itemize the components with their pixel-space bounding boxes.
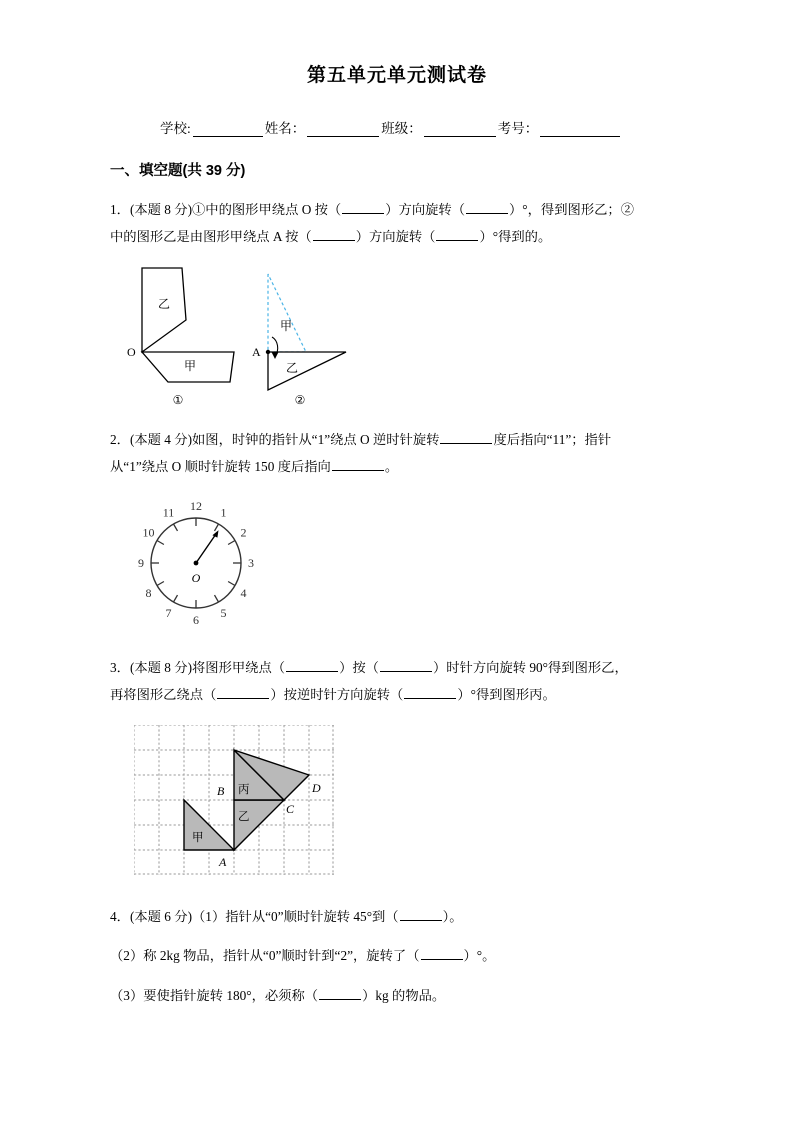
question-1-text-c: ）°，得到图形乙；② — [509, 202, 635, 217]
question-1-text-a: ①中的图形甲绕点 O 按（ — [192, 202, 342, 217]
question-4-sub1-text: （1）指针从“0”顺时针旋转 45°到（ — [192, 908, 399, 924]
question-3 — [110, 655, 684, 708]
class-label: 班级： — [381, 121, 422, 136]
question-2-text-b: 度后指向“11”；指针 — [493, 432, 612, 448]
panel1-shape-yi-label: 乙 — [158, 297, 171, 312]
question-4-blank-2[interactable] — [421, 946, 463, 960]
grid-point-c-label: C — [286, 801, 295, 816]
question-4-sub3-text: （3）要使指针旋转 180°，必须称（ — [110, 987, 319, 1003]
exam-no-blank[interactable] — [540, 123, 620, 138]
clock-number-6: 6 — [193, 613, 199, 628]
clock-number-9: 9 — [138, 556, 144, 571]
question-4-blank-1[interactable] — [400, 906, 442, 920]
question-4-sub2-end: ）°。 — [463, 948, 496, 964]
school-label: 学校: — [160, 121, 191, 136]
student-info-line — [110, 117, 684, 137]
grid-shape-yi-label: 乙 — [238, 810, 250, 823]
question-1-number: 1． — [110, 202, 130, 217]
question-3-figure — [110, 719, 684, 887]
question-4 — [110, 904, 684, 931]
panel2-shape-yi-label: 乙 — [286, 361, 299, 376]
school-blank[interactable] — [193, 123, 263, 138]
panel1-shape-jia-label: 甲 — [184, 359, 197, 374]
question-3-blank-1[interactable] — [286, 658, 338, 672]
clock-number-10: 10 — [142, 525, 155, 540]
grid-shape-bing-label: 丙 — [238, 783, 250, 796]
grid-point-a-label: A — [219, 854, 227, 869]
class-field[interactable] — [381, 117, 498, 137]
clock-number-11: 11 — [162, 505, 175, 520]
question-2-number: 2． — [110, 432, 130, 448]
section-heading-fill-in-blank: 一、填空题(共 39 分) — [110, 163, 246, 179]
panel2-shape-jia-dashed — [268, 274, 306, 352]
question-2-blank-2[interactable] — [332, 456, 384, 470]
question-1 — [110, 197, 684, 250]
question-1-line-2 — [110, 224, 684, 251]
panel2-caption: ② — [294, 393, 306, 408]
clock-number-5: 5 — [220, 606, 227, 621]
question-3-text-c: ）时针方向旋转 90°得到图形乙， — [432, 660, 628, 676]
question-4-sub1-end: ）。 — [442, 908, 463, 924]
question-4-sub3-end: ）kg 的物品。 — [362, 987, 446, 1003]
question-2-blank-1[interactable] — [440, 430, 492, 444]
clock-center-label: O — [191, 571, 201, 586]
question-1-text-f: ）°得到的。 — [479, 228, 552, 244]
question-4-sub-2 — [110, 943, 684, 970]
panel2-shape-jia-label: 甲 — [280, 319, 293, 334]
question-4-line-2 — [110, 943, 684, 970]
panel1-point-o-label: O — [127, 345, 136, 360]
question-3-blank-4[interactable] — [404, 685, 456, 699]
clock-number-7: 7 — [165, 606, 172, 621]
grid-point-d-label: D — [312, 780, 321, 795]
question-1-blank-4[interactable] — [436, 226, 478, 240]
panel2-point-a-marker — [266, 350, 270, 354]
question-3-line-1 — [110, 655, 684, 682]
question-4-number: 4． — [110, 908, 130, 924]
question-2-text-d: 。 — [384, 458, 399, 474]
question-1-text-d: 中的图形乙是由图形甲绕点 A 按（ — [110, 228, 312, 244]
class-blank[interactable] — [424, 123, 496, 138]
question-2-line-1 — [110, 427, 684, 454]
clock-center-dot — [194, 561, 199, 566]
question-1-figure — [110, 260, 684, 410]
panel2-shape-yi-solid — [268, 352, 346, 390]
question-1-blank-2[interactable] — [466, 200, 508, 214]
question-3-blank-3[interactable] — [217, 685, 269, 699]
question-4-points: (本题 6 分) — [129, 908, 192, 924]
page-title: 第五单元单元测试卷 — [306, 65, 487, 86]
question-2-figure — [110, 488, 684, 638]
question-3-text-f: ）°得到图形丙。 — [457, 686, 556, 702]
clock-number-3: 3 — [248, 556, 254, 571]
question-1-text-b: ）方向旋转（ — [385, 202, 466, 217]
name-field[interactable] — [265, 117, 382, 137]
question-3-text-d: 再将图形乙绕点（ — [110, 686, 217, 702]
panel2-point-a-label: A — [252, 345, 261, 360]
question-1-line-1 — [110, 197, 684, 224]
grid-figure-svg — [134, 725, 334, 875]
question-2 — [110, 427, 684, 480]
panel1-caption: ① — [172, 393, 184, 408]
exam-no-label: 考号： — [497, 121, 539, 136]
school-field[interactable] — [160, 117, 265, 137]
question-4-line-1 — [110, 904, 684, 931]
question-3-number: 3． — [110, 660, 130, 676]
grid-shape-jia-label: 甲 — [192, 831, 204, 844]
question-1-text-e: ）方向旋转（ — [355, 228, 436, 244]
question-4-line-3 — [110, 983, 684, 1010]
question-3-line-2 — [110, 682, 684, 709]
name-blank[interactable] — [307, 123, 379, 138]
question-4-sub2-text: （2）称 2kg 物品，指针从“0”顺时针到“2”，旋转了（ — [110, 948, 420, 964]
question-3-blank-2[interactable] — [380, 658, 432, 672]
question-3-text-e: ）按逆时针方向旋转（ — [270, 686, 404, 702]
question-3-text-a: 将图形甲绕点（ — [192, 660, 286, 676]
clock-number-12: 12 — [190, 499, 202, 514]
question-3-points: (本题 8 分) — [129, 660, 192, 676]
question-2-text-c: 从“1”绕点 O 顺时针旋转 150 度后指向 — [110, 458, 331, 474]
question-2-points: (本题 4 分) — [129, 432, 192, 448]
question-4-blank-3[interactable] — [319, 985, 361, 999]
question-1-points: (本题 8 分) — [129, 202, 192, 217]
question-1-blank-3[interactable] — [313, 226, 355, 240]
exam-no-field[interactable] — [498, 117, 623, 137]
clock-number-8: 8 — [145, 586, 152, 601]
question-4-sub-3 — [110, 983, 684, 1010]
clock-number-4: 4 — [240, 586, 247, 601]
grid-point-b-label: B — [217, 783, 225, 798]
clock-number-1: 1 — [220, 505, 227, 520]
name-label: 姓名： — [264, 121, 306, 136]
clock-number-2: 2 — [240, 525, 247, 540]
question-3-text-b: ）按（ — [339, 660, 379, 676]
clock-figure-svg — [124, 490, 274, 636]
question-2-line-2 — [110, 454, 684, 481]
rotation-figure-svg — [120, 260, 380, 410]
question-2-text-a: 如图，时钟的指针从“1”绕点 O 逆时针旋转 — [192, 432, 440, 448]
question-1-blank-1[interactable] — [342, 200, 384, 214]
